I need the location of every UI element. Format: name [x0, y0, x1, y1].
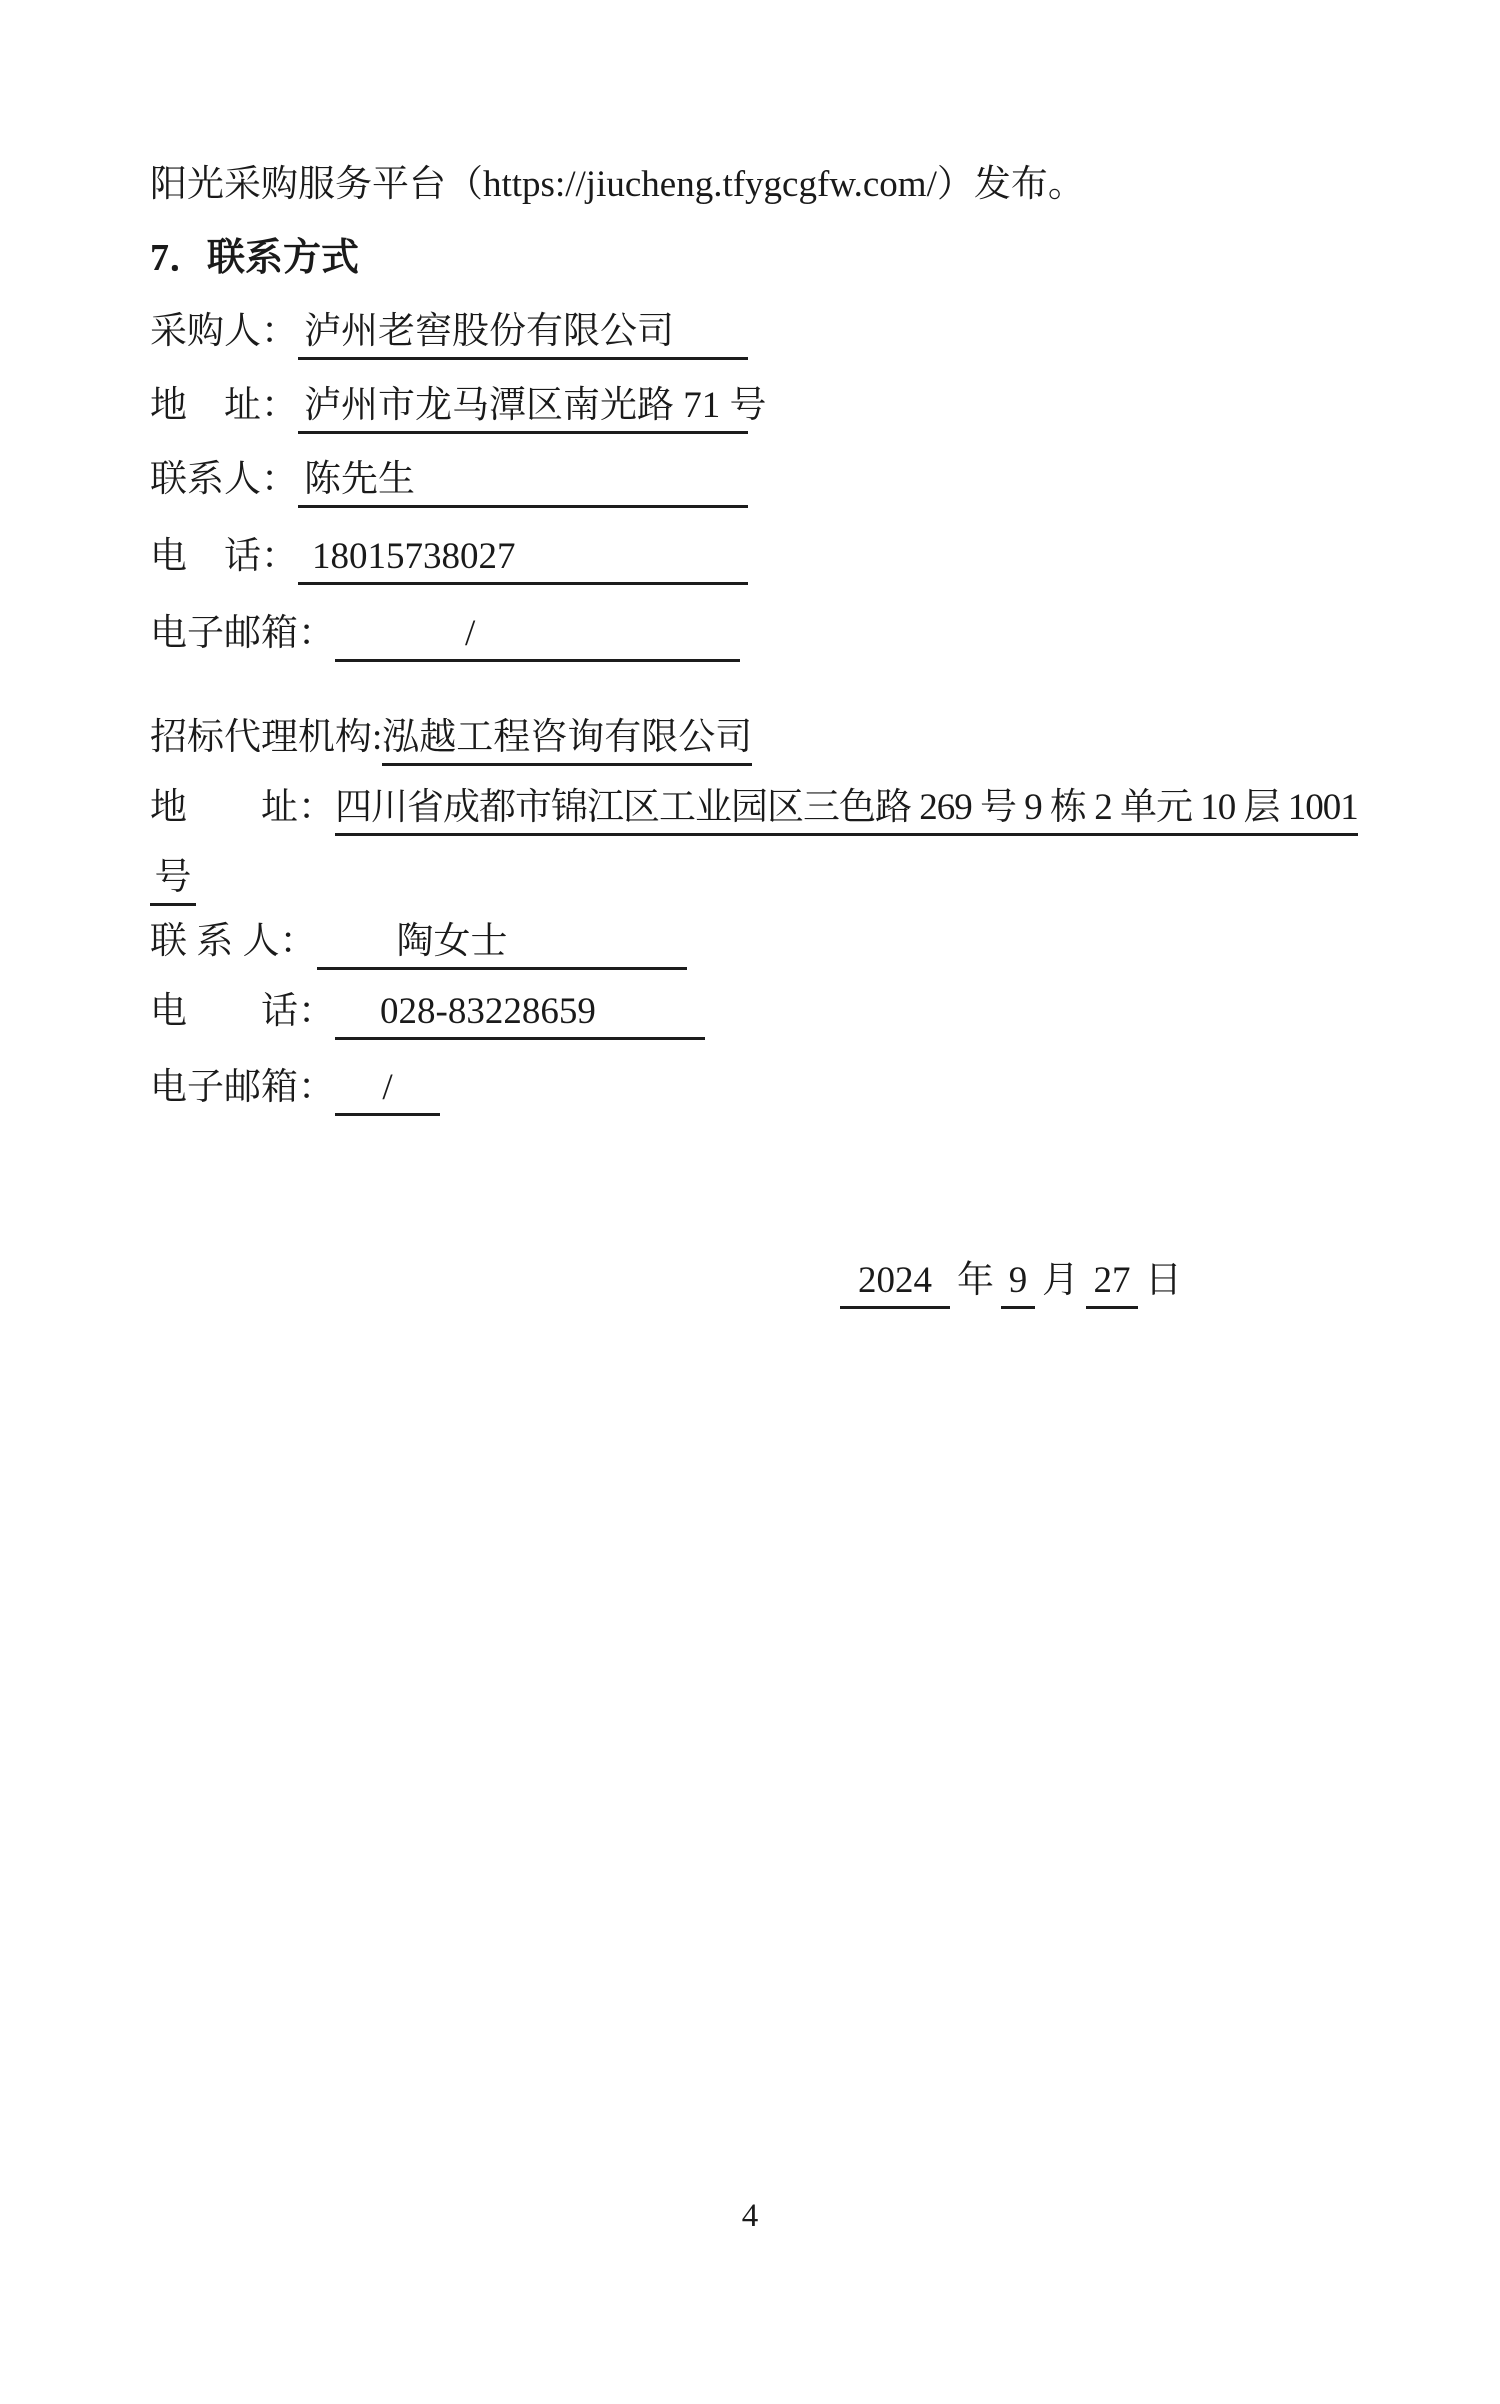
date-day-unit: 日 — [1145, 1260, 1182, 1301]
agency-address-value: 四川省成都市锦江区工业园区三色路 269 号 9 栋 2 单元 10 层 1001 — [335, 783, 1358, 836]
agency-address-row — [150, 783, 1358, 836]
date-month-unit: 月 — [1042, 1260, 1079, 1301]
agency-address-label: 地 址： — [150, 787, 335, 828]
page-number: 4 — [741, 2198, 759, 2234]
purchaser-email-value: / — [335, 609, 740, 662]
purchaser-phone-row — [150, 532, 748, 585]
date-month: 9 — [1001, 1256, 1035, 1309]
intro-paragraph: 阳光采购服务平台（https://jiucheng.tfygcgfw.com/）发布。 — [150, 164, 1085, 205]
agency-contact-row — [150, 917, 687, 970]
purchaser-name-label: 采购人： — [150, 311, 298, 352]
agency-org-label: 招标代理机构: — [150, 717, 383, 758]
purchaser-contact-label: 联系人： — [150, 459, 298, 500]
purchaser-name-value: 泸州老窖股份有限公司 — [298, 307, 748, 360]
agency-address-wrap-row — [150, 853, 196, 906]
purchaser-name-row — [150, 307, 748, 360]
purchaser-address-value: 泸州市龙马潭区南光路 71 号 — [298, 381, 748, 434]
agency-address-wrap-value: 号 — [150, 853, 196, 906]
date-year: 2024 — [840, 1256, 950, 1309]
purchaser-address-row — [150, 381, 767, 434]
agency-email-row — [150, 1063, 440, 1116]
section-heading: 7．联系方式 — [150, 237, 360, 279]
agency-phone-value: 028-83228659 — [335, 987, 705, 1040]
signature-date — [840, 1256, 1189, 1309]
purchaser-email-label: 电子邮箱： — [150, 613, 335, 654]
agency-email-value: / — [335, 1063, 440, 1116]
agency-contact-value: 陶女士 — [317, 917, 687, 970]
date-day: 27 — [1086, 1256, 1138, 1309]
purchaser-contact-row — [150, 455, 748, 508]
agency-email-label: 电子邮箱： — [150, 1067, 335, 1108]
agency-phone-row — [150, 987, 705, 1040]
agency-phone-label: 电 话： — [150, 991, 335, 1032]
date-year-unit: 年 — [957, 1260, 994, 1301]
purchaser-contact-value: 陈先生 — [298, 455, 748, 508]
agency-org-row — [150, 713, 752, 766]
purchaser-phone-label: 电 话： — [150, 536, 298, 577]
purchaser-phone-value: 18015738027 — [298, 532, 748, 585]
purchaser-address-label: 地 址： — [150, 385, 298, 426]
agency-contact-label: 联 系 人： — [150, 921, 317, 962]
purchaser-email-row — [150, 609, 740, 662]
agency-org-value: 泓越工程咨询有限公司 — [382, 713, 752, 766]
